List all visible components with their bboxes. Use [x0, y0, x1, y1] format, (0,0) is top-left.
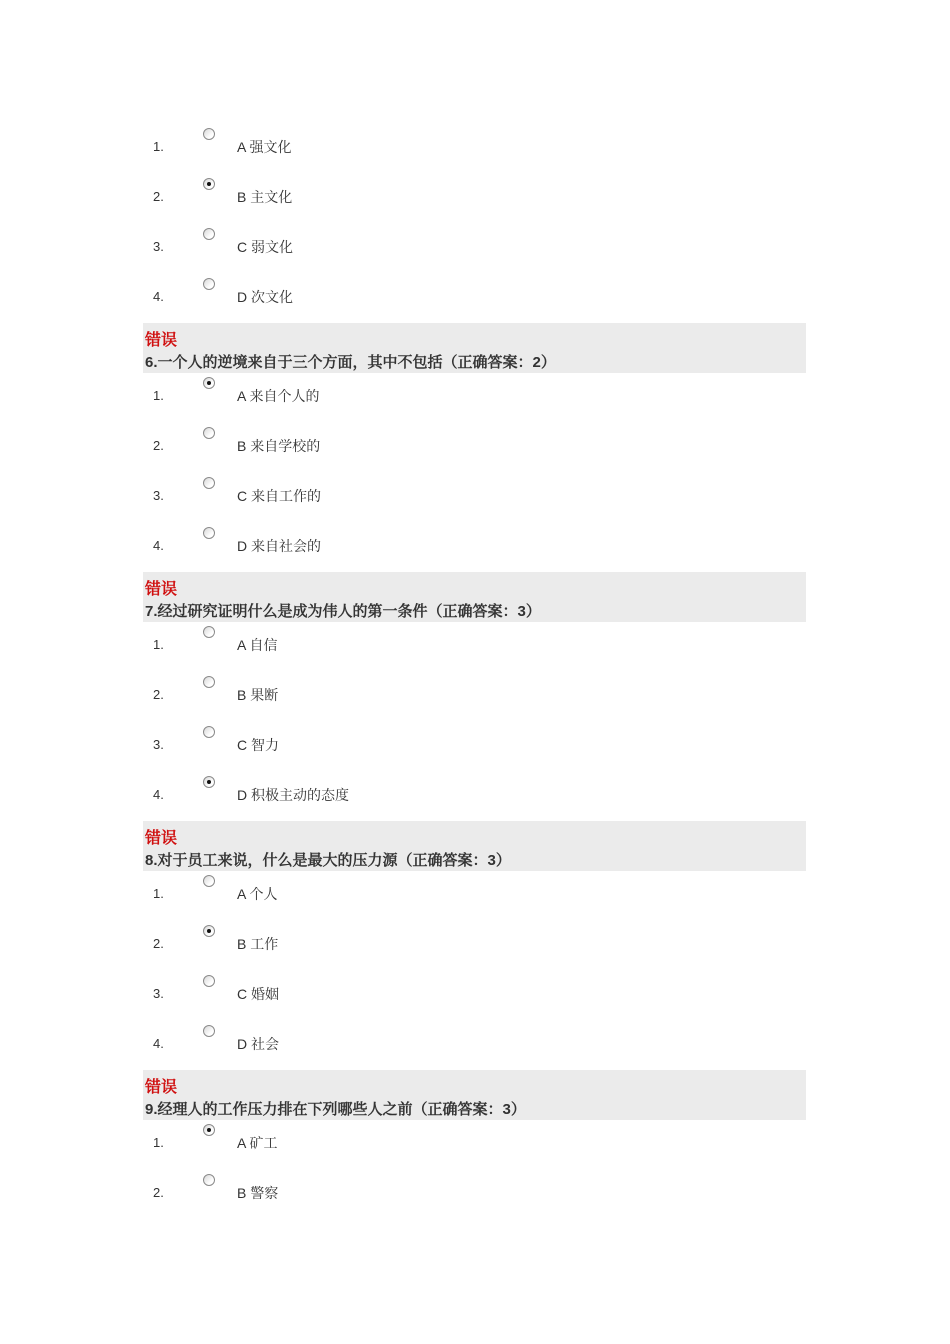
radio-button-checked[interactable]: [203, 1124, 215, 1136]
option-label: A 自信: [237, 637, 278, 653]
q6-option-4: [143, 536, 806, 556]
status-label: 错误: [145, 830, 178, 847]
option-number: 4.: [153, 538, 164, 553]
option-number: 4.: [153, 787, 164, 802]
status-label: 错误: [145, 332, 178, 349]
radio-button[interactable]: [203, 1174, 215, 1186]
option-number: 3.: [153, 488, 164, 503]
option-label: C 智力: [237, 737, 279, 753]
radio-button-checked[interactable]: [203, 776, 215, 788]
option-number: 3.: [153, 986, 164, 1001]
status-label: 错误: [145, 581, 178, 598]
option-number: 4.: [153, 289, 164, 304]
question-header: [143, 821, 806, 871]
option-number: 4.: [153, 1036, 164, 1051]
radio-button[interactable]: [203, 726, 215, 738]
radio-button[interactable]: [203, 975, 215, 987]
option-label: C 来自工作的: [237, 488, 321, 504]
option-label: A 强文化: [237, 139, 292, 155]
option-number: 2.: [153, 189, 164, 204]
q8-option-4: [143, 1034, 806, 1054]
q7-option-1: [143, 635, 806, 655]
q6-option-3: [143, 486, 806, 506]
option-label: C 弱文化: [237, 239, 293, 255]
q7-option-3: [143, 735, 806, 755]
q8-option-1: [143, 884, 806, 904]
option-number: 2.: [153, 936, 164, 951]
option-label: B 来自学校的: [237, 438, 321, 454]
question-header: [143, 572, 806, 622]
radio-button[interactable]: [203, 477, 215, 489]
option-label: B 主文化: [237, 189, 293, 205]
question-header: [143, 323, 806, 373]
option-label: D 积极主动的态度: [237, 787, 349, 803]
q8-option-3: [143, 984, 806, 1004]
q7-option-2: [143, 685, 806, 705]
q6-option-2: [143, 436, 806, 456]
option-label: A 矿工: [237, 1135, 278, 1151]
radio-button[interactable]: [203, 278, 215, 290]
radio-button[interactable]: [203, 1025, 215, 1037]
option-label: A 来自个人的: [237, 388, 320, 404]
radio-button[interactable]: [203, 875, 215, 887]
radio-button[interactable]: [203, 676, 215, 688]
option-number: 2.: [153, 687, 164, 702]
radio-button[interactable]: [203, 128, 215, 140]
radio-button[interactable]: [203, 527, 215, 539]
q6-option-1: [143, 386, 806, 406]
option-label: A 个人: [237, 886, 278, 902]
option-number: 1.: [153, 886, 164, 901]
question-text: 9.经理人的工作压力排在下列哪些人之前（正确答案：3）: [145, 1101, 526, 1118]
radio-button[interactable]: [203, 626, 215, 638]
radio-button-checked[interactable]: [203, 178, 215, 190]
option-number: 3.: [153, 737, 164, 752]
option-number: 2.: [153, 1185, 164, 1200]
option-number: 1.: [153, 1135, 164, 1150]
q5-option-4: [143, 287, 806, 307]
option-number: 3.: [153, 239, 164, 254]
q8-option-2: [143, 934, 806, 954]
option-number: 1.: [153, 637, 164, 652]
option-label: C 婚姻: [237, 986, 279, 1002]
option-number: 2.: [153, 438, 164, 453]
radio-button[interactable]: [203, 228, 215, 240]
question-text: 8.对于员工来说，什么是最大的压力源（正确答案：3）: [145, 852, 511, 869]
question-text: 7.经过研究证明什么是成为伟人的第一条件（正确答案：3）: [145, 603, 541, 620]
q5-option-3: [143, 237, 806, 257]
option-label: B 警察: [237, 1185, 279, 1201]
q5-option-1: [143, 137, 806, 157]
q9-option-2: [143, 1183, 806, 1203]
option-label: D 社会: [237, 1036, 279, 1052]
question-text: 6.一个人的逆境来自于三个方面，其中不包括（正确答案：2）: [145, 354, 556, 371]
q9-option-1: [143, 1133, 806, 1153]
question-header: [143, 1070, 806, 1120]
status-label: 错误: [145, 1079, 178, 1096]
option-number: 1.: [153, 388, 164, 403]
radio-button-checked[interactable]: [203, 377, 215, 389]
q7-option-4: [143, 785, 806, 805]
radio-button-checked[interactable]: [203, 925, 215, 937]
radio-button[interactable]: [203, 427, 215, 439]
option-label: B 果断: [237, 687, 279, 703]
option-label: D 来自社会的: [237, 538, 321, 554]
q5-option-2: [143, 187, 806, 207]
option-label: D 次文化: [237, 289, 293, 305]
option-number: 1.: [153, 139, 164, 154]
option-label: B 工作: [237, 936, 279, 952]
